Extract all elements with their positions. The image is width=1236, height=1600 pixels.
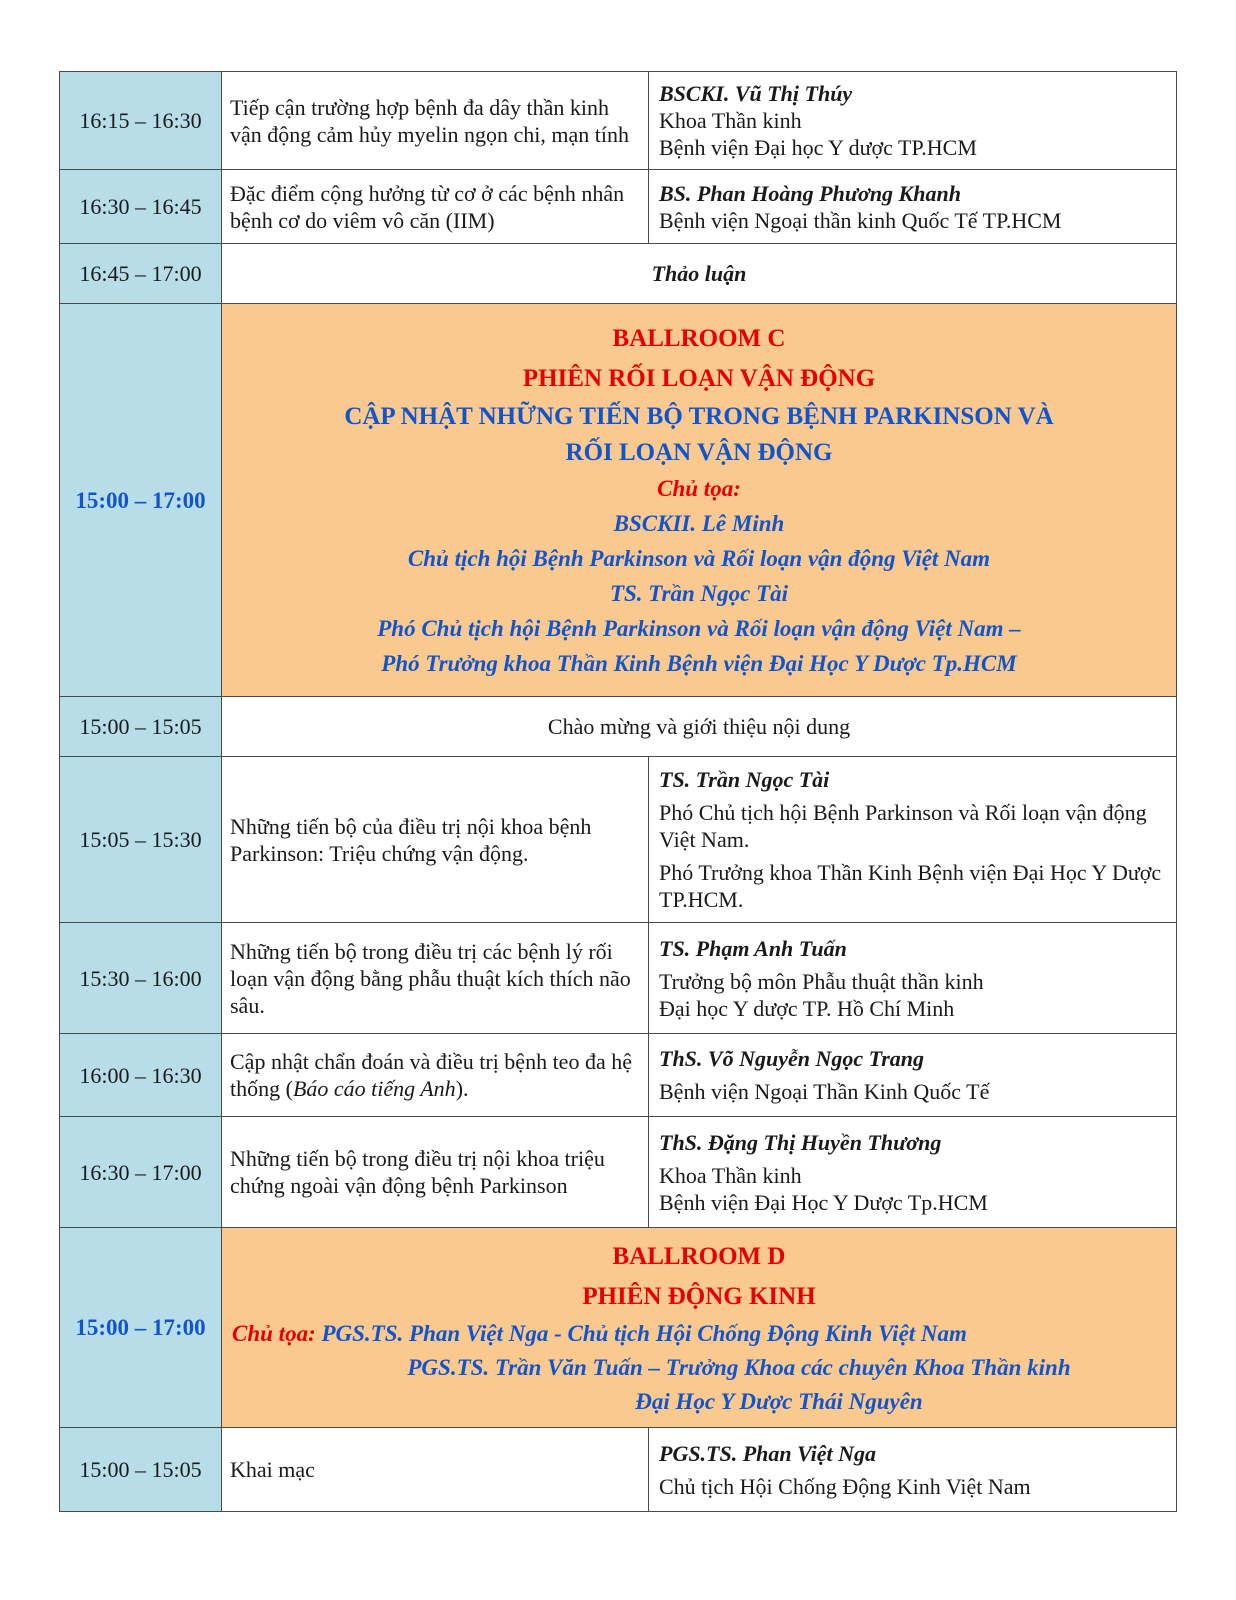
schedule-table (59, 71, 1177, 1512)
session-cell (222, 304, 1177, 697)
session-time: 15:00 – 17:00 (75, 1315, 206, 1340)
chair-label: Chủ tọa: (232, 1320, 316, 1346)
chair-role: Phó Trưởng khoa Thần Kinh Bệnh viện Đại Học Y Dược Tp.HCM (381, 651, 1017, 676)
room-name: BALLROOM D (612, 1242, 786, 1270)
topic-text: Cập nhật chẩn đoán và điều trị bệnh teo đa hệ thống ( (230, 1049, 632, 1101)
time-cell (60, 1117, 222, 1228)
time-text: 15:05 – 15:30 (79, 827, 202, 852)
speaker-affiliation: Bệnh viện Đại Học Y Dược Tp.HCM (659, 1189, 988, 1215)
speaker-affiliation: Bệnh viện Ngoại Thần Kinh Quốc Tế (659, 1079, 990, 1104)
session-header-row (60, 304, 1177, 697)
topic-cell (222, 170, 649, 244)
speaker-name: TS. Trần Ngọc Tài (659, 767, 830, 792)
session-time-cell (60, 304, 222, 697)
speaker-affiliation: Bệnh viện Đại học Y dược TP.HCM (659, 135, 977, 160)
speaker-affiliation: Phó Trưởng khoa Thần Kinh Bệnh viện Đại Học Y Dược TP.HCM. (659, 860, 1162, 912)
topic-cell (222, 1428, 649, 1512)
time-cell (60, 244, 222, 304)
topic-text: Đặc điểm cộng hưởng từ cơ ở các bệnh nhân bệnh cơ do viêm vô căn (IIM) (230, 180, 625, 233)
discussion-label: Thảo luận (651, 261, 747, 286)
table-row (60, 697, 1177, 757)
chair-line (232, 1351, 1166, 1385)
session-header-row (60, 1228, 1177, 1428)
speaker-name: TS. Phạm Anh Tuấn (659, 935, 847, 961)
topic-cell (222, 757, 649, 923)
time-text: 16:00 – 16:30 (79, 1062, 202, 1088)
speaker-affiliation: Bệnh viện Ngoại thần kinh Quốc Tế TP.HCM (659, 207, 1062, 233)
chair-role: Chủ tịch hội Bệnh Parkinson và Rối loạn vận động Việt Nam (407, 546, 991, 571)
speaker-affiliation: Chủ tịch Hội Chống Động Kinh Việt Nam (659, 1473, 1031, 1499)
chair-line (232, 1317, 1166, 1351)
speaker-affiliation: Khoa Thần kinh (659, 1162, 802, 1188)
time-cell (60, 72, 222, 170)
time-text: 15:30 – 16:00 (79, 965, 202, 991)
speaker-cell (649, 1428, 1177, 1512)
topic-cell (222, 1034, 649, 1117)
speaker-name: PGS.TS. Phan Việt Nga (659, 1440, 876, 1466)
speaker-cell (649, 757, 1177, 923)
speaker-affiliation: Đại học Y dược TP. Hồ Chí Minh (659, 995, 955, 1021)
topic-text-end: ). (455, 1076, 469, 1101)
speaker-affiliation: Khoa Thần kinh (659, 108, 802, 133)
time-cell (60, 1034, 222, 1117)
topic-text: Khai mạc (230, 1457, 315, 1482)
time-text: 15:00 – 15:05 (79, 714, 202, 739)
table-row (60, 757, 1177, 923)
time-text: 16:30 – 17:00 (79, 1159, 202, 1185)
chair-name: PGS.TS. Phan Việt Nga - Chủ tịch Hội Chống Động Kinh Việt Nam (321, 1320, 967, 1346)
chair-name: TS. Trần Ngọc Tài (609, 581, 789, 606)
topic-note: Báo cáo tiếng Anh (292, 1076, 456, 1101)
table-row (60, 923, 1177, 1034)
session-name: PHIÊN RỐI LOẠN VẬN ĐỘNG (522, 365, 876, 392)
chair-label: Chủ tọa: (657, 476, 741, 501)
chair-name: PGS.TS. Trần Văn Tuấn – Trưởng Khoa các chuyên Khoa Thần kinh (407, 1354, 1071, 1380)
time-text: 15:00 – 15:05 (79, 1457, 202, 1482)
discussion-cell (222, 244, 1177, 304)
speaker-cell (649, 170, 1177, 244)
speaker-name: BSCKI. Vũ Thị Thúy (659, 81, 853, 106)
topic-text: Những tiến bộ trong điều trị các bệnh lý rối loạn vận động bằng phẫu thuật kích thích não sâu. (230, 938, 631, 1018)
welcome-label: Chào mừng và giới thiệu nội dung (547, 714, 851, 739)
topic-cell (222, 1117, 649, 1228)
time-cell (60, 1428, 222, 1512)
speaker-name: BS. Phan Hoàng Phương Khanh (659, 180, 961, 206)
session-name: PHIÊN ĐỘNG KINH (582, 1282, 816, 1310)
welcome-cell (222, 697, 1177, 757)
time-cell (60, 697, 222, 757)
table-row (60, 244, 1177, 304)
time-cell (60, 923, 222, 1034)
room-name: BALLROOM C (612, 325, 786, 352)
speaker-cell (649, 1117, 1177, 1228)
time-cell (60, 170, 222, 244)
chair-role: Phó Chủ tịch hội Bệnh Parkinson và Rối loạn vận động Việt Nam – (377, 616, 1021, 641)
table-row (60, 1428, 1177, 1512)
time-text: 16:45 – 17:00 (79, 261, 202, 286)
speaker-affiliation: Phó Chủ tịch hội Bệnh Parkinson và Rối loạn vận động Việt Nam. (659, 800, 1147, 852)
table-row (60, 1034, 1177, 1117)
session-time: 15:00 – 17:00 (75, 487, 206, 513)
time-text: 16:15 – 16:30 (79, 108, 202, 133)
speaker-cell (649, 1034, 1177, 1117)
speaker-cell (649, 72, 1177, 170)
session-time-cell (60, 1228, 222, 1428)
topic-cell (222, 923, 649, 1034)
time-text: 16:30 – 16:45 (79, 194, 202, 219)
chair-name: BSCKII. Lê Minh (613, 511, 785, 536)
speaker-cell (649, 923, 1177, 1034)
speaker-name: ThS. Đặng Thị Huyền Thương (659, 1129, 942, 1155)
table-row (60, 1117, 1177, 1228)
session-title: CẬP NHẬT NHỮNG TIẾN BỘ TRONG BỆNH PARKINSON VÀ (344, 403, 1054, 430)
chair-line (232, 1385, 1166, 1419)
chair-role: Đại Học Y Dược Thái Nguyên (635, 1388, 923, 1414)
table-row (60, 170, 1177, 244)
table-row (60, 72, 1177, 170)
speaker-affiliation: Trưởng bộ môn Phẫu thuật thần kinh (659, 968, 984, 994)
session-cell (222, 1228, 1177, 1428)
session-title: RỐI LOẠN VẬN ĐỘNG (565, 439, 833, 466)
topic-text: Tiếp cận trường hợp bệnh đa dây thần kinh vận động cảm hủy myelin ngọn chi, mạn tính (230, 94, 629, 147)
topic-text: Những tiến bộ trong điều trị nội khoa triệu chứng ngoài vận động bệnh Parkinson (230, 1146, 605, 1198)
time-cell (60, 757, 222, 923)
topic-cell (222, 72, 649, 170)
speaker-name: ThS. Võ Nguyễn Ngọc Trang (659, 1046, 925, 1071)
topic-text: Những tiến bộ của điều trị nội khoa bệnh Parkinson: Triệu chứng vận động. (230, 813, 592, 866)
